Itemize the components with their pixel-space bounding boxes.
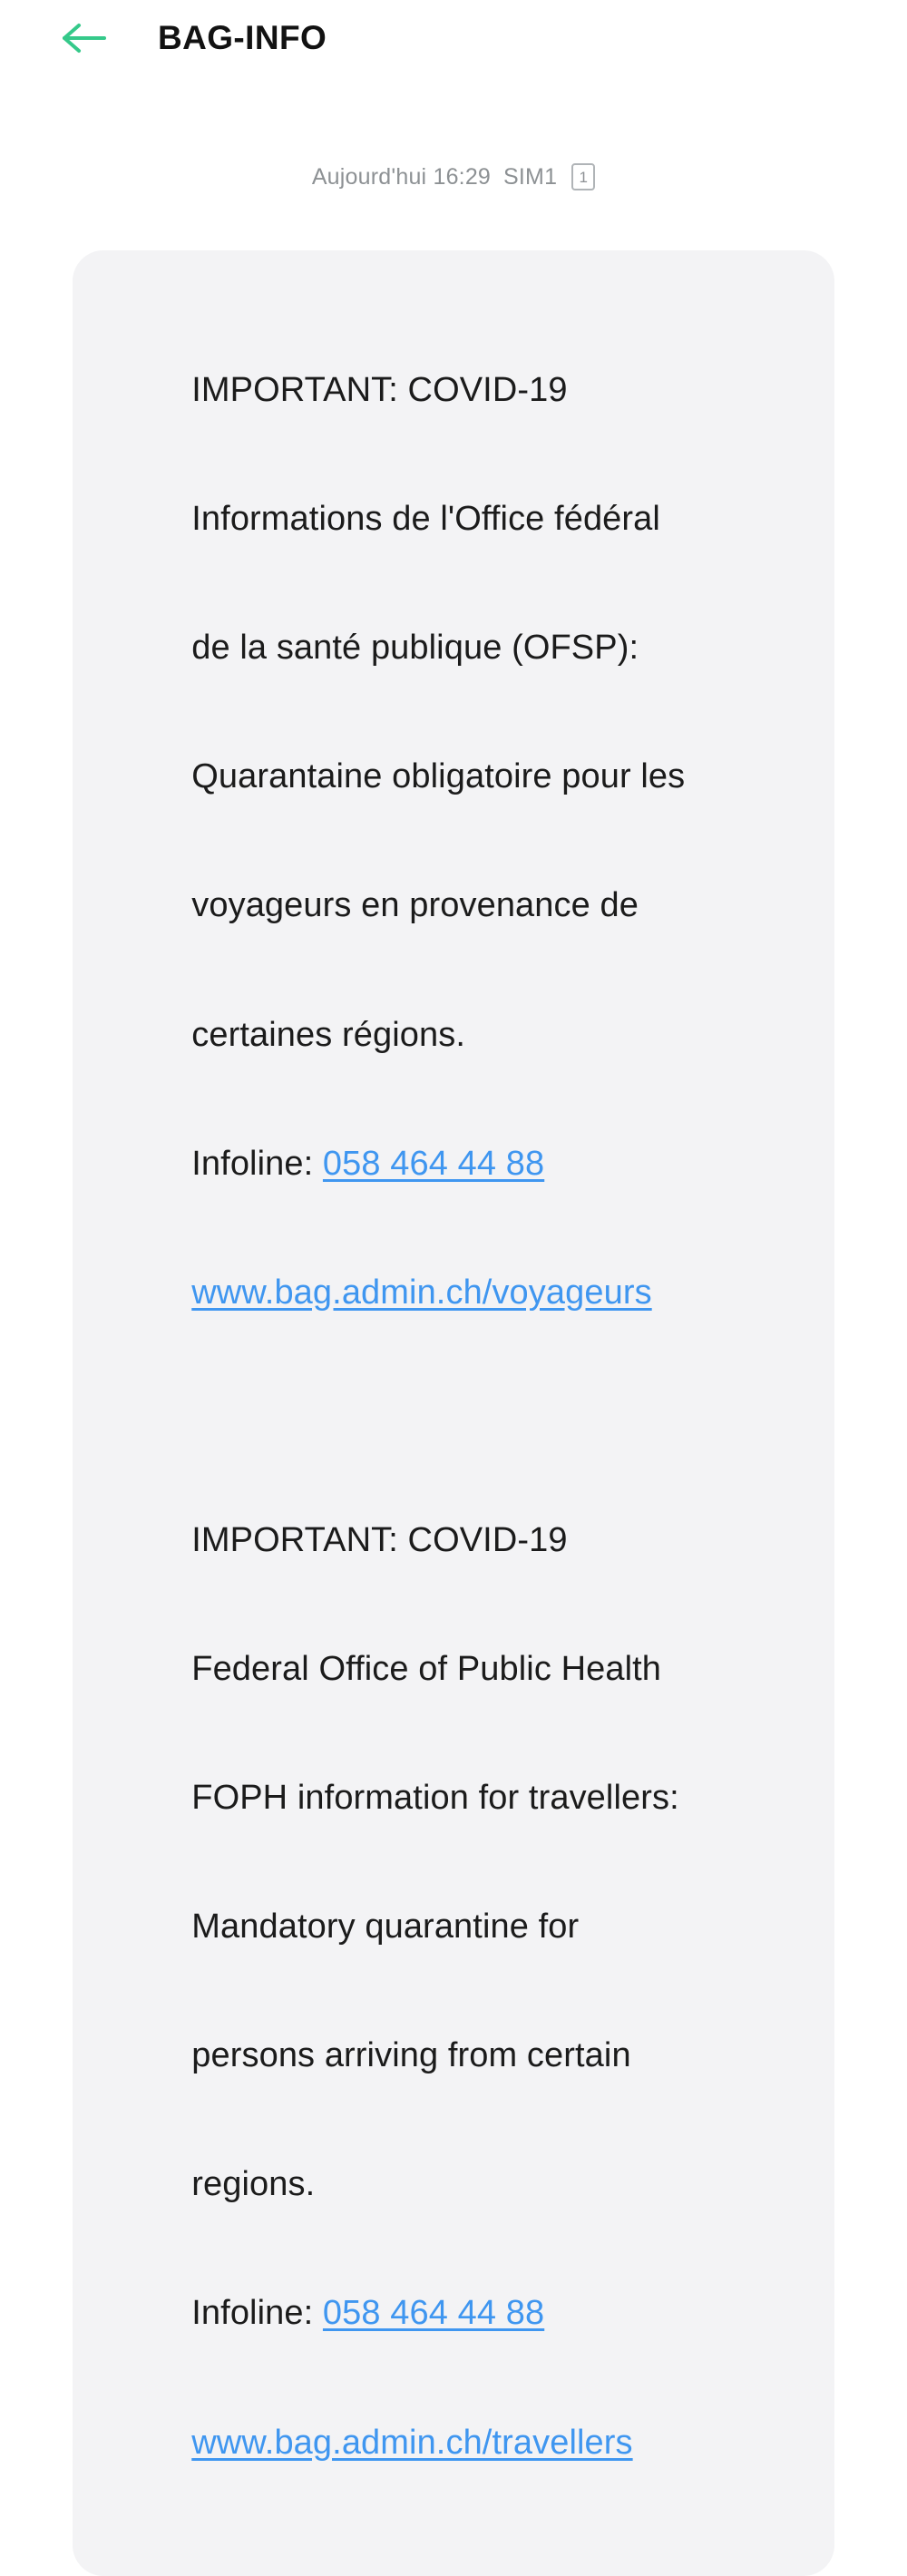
website-link[interactable]: www.bag.admin.ch/travellers: [191, 2423, 633, 2462]
message-line: de la santé publique (OFSP):: [191, 629, 639, 668]
message-line: Quarantaine obligatoire pour les: [191, 757, 686, 796]
message-line: Federal Office of Public Health: [191, 1649, 662, 1688]
phone-link[interactable]: 058 464 44 88: [322, 1144, 545, 1183]
message-line: voyageurs en provenance de: [191, 886, 639, 925]
infoline-label: Infoline:: [191, 2294, 323, 2333]
message-line: FOPH information for travellers:: [191, 1779, 679, 1818]
message-timestamp-row: [0, 163, 907, 190]
message-line: Informations de l'Office fédéral: [191, 500, 660, 539]
phone-link[interactable]: 058 464 44 88: [322, 2294, 545, 2333]
sim-label: SIM1: [503, 163, 558, 190]
message-line: persons arriving from certain: [191, 2036, 631, 2075]
infoline-label: Infoline:: [191, 1144, 323, 1183]
message-block-en: [114, 1444, 793, 2540]
message-block-fr: [114, 294, 793, 1390]
page-title: BAG-INFO: [158, 19, 327, 56]
message-line: IMPORTANT: COVID-19: [191, 1520, 568, 1559]
message-line: Mandatory quarantine for: [191, 1908, 580, 1947]
sim-badge-icon: 1: [571, 163, 595, 190]
conversation-list: [0, 76, 907, 2576]
back-button[interactable]: [58, 12, 111, 64]
website-link[interactable]: www.bag.admin.ch/voyageurs: [191, 1273, 652, 1312]
message-line: IMPORTANT: COVID-19: [191, 371, 568, 410]
message-bubble[interactable]: [73, 250, 834, 2576]
message-text-en: [114, 1444, 793, 2540]
message-line: certaines régions.: [191, 1015, 466, 1054]
arrow-left-icon: [61, 20, 108, 56]
message-text-fr: [114, 294, 793, 1390]
timestamp-text: Aujourd'hui 16:29: [311, 163, 492, 190]
message-line: regions.: [191, 2165, 316, 2204]
app-header: [0, 0, 907, 76]
